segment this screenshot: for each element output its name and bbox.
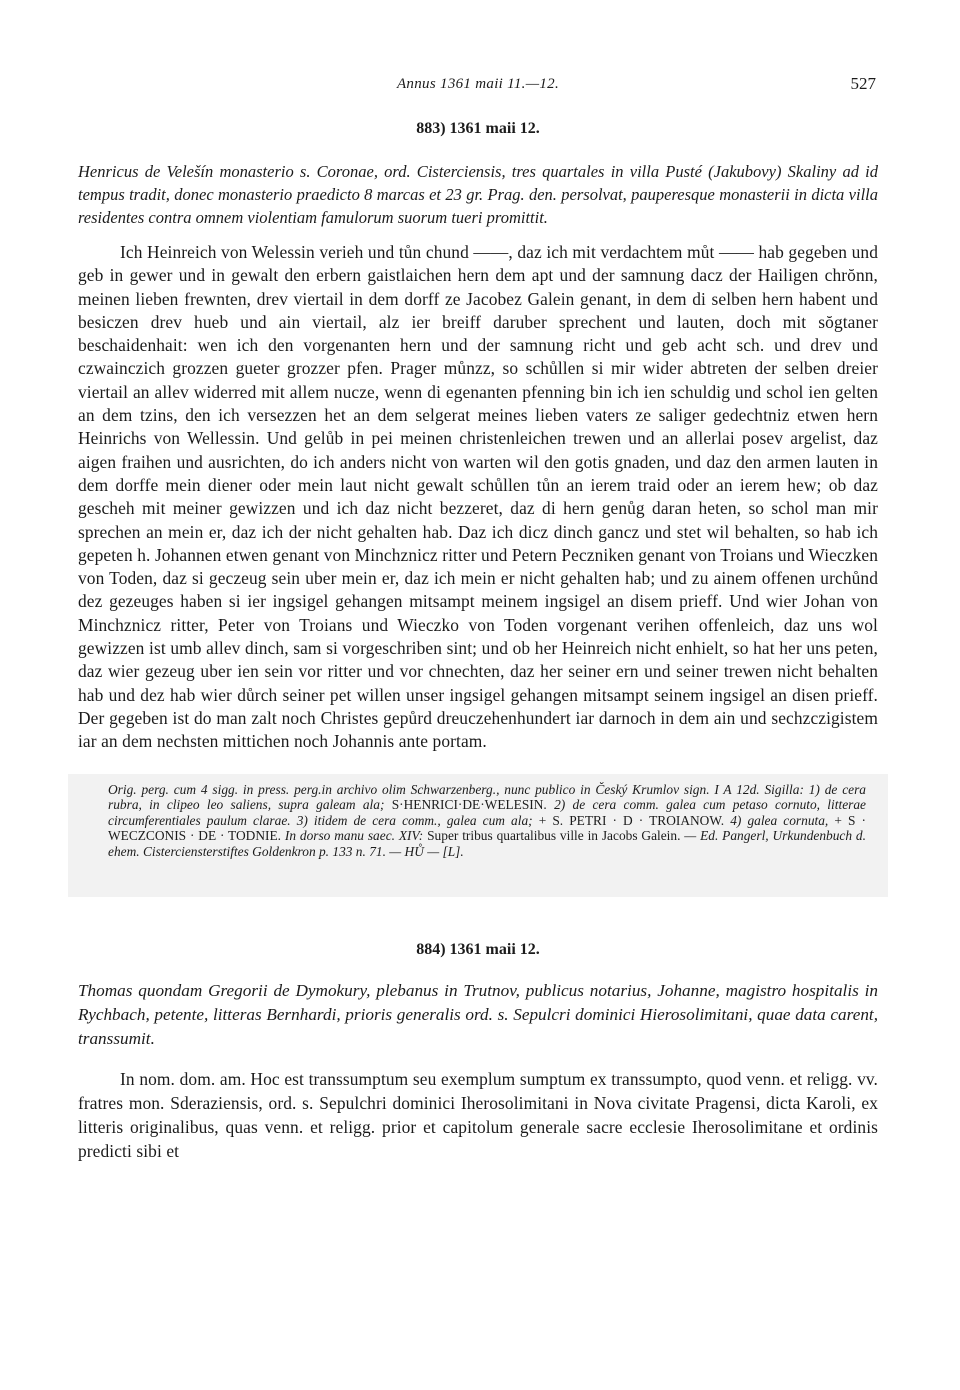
apparatus-segment: Schwarzenberg. [410,781,497,797]
apparatus-segment: In dorso manu saec. XIV: [281,828,428,844]
apparatus-segment: + S · WECZCONIS · DE · TODNIE. [108,812,866,844]
apparatus-segment: 4) galea cornuta, [724,812,835,828]
document-883-heading: 883) 1361 maii 12. [416,120,540,137]
document-883-text: Ich Heinreich von Welessin verieh und tůn chund ——, daz ich mit verdachtem můt —— hab gegeben und geb in gewer und in gewalt den erbern gaistlaichen hern dem apt und der samnung dacz der Hailigen chrŏnn, meinen lieben frewnten, drev viertail in dem dorff ze Jacobez Galein genant, in dem di selben hern habent und besiczen drev hueb und ain viertail, alz ier breiff daruber sprechent und lauten, doch mit sŏgtaner beschaidenhait: wen ich den vorgenanten hern und der samnung richt und geb acht sch. und drev und czwainczich grozzen gueter grozzer pfen. Prager můnzz, so schůllen si mir wider abtreten der selben dreier viertail an allev widerred mit allem nucze, wenn di egenanten pfenning bin ich ien schuldig und schol ien gelten an dem tzins, den ich versezzen het an dem selgerat meines lieben vaters ze saliger gedechtniz etwen hern Heinrichs von Wellessin. Und gelůb in pei meinen christenleichen trewen und an allerlai posev argelist, daz aigen fraihen und ausrichten, do ich anders nicht von warten wil den gotis gnaden, und daz den armen lauten in dem dorffe mein diener oder mein laut nicht gewalt schůllen tůn an ierem traid oder an ierem hew; ob daz gescheh mit meiner gewizzen und ich daz nicht bezzeret, daz di hern genůg daran heten, so schol man mir sprechen an mein er, daz ich der nicht gehalten hab. Daz ich dicz dinch gancz und stet wil behalten, so hab ich gepeten h. Johannen etwen genant von Minchznicz ritter und Petern Peczniken genant von Troians und Wieczken von Toden, daz si geczeug sein uber mein er, daz ich mein er nicht gehalten hab; und zu ainem offenen urchůnd dez gezeuges haben si ier ingsigel gehangen mitsampt meinem ingsigel an disem prieff. Und wier Johan von Minchznicz ritter, Peter von Troians und Wieczko von Toden vorgenant verihen offenleich, daz uns wol gewizzen ist umb allev dinch, sam si vorgeschriben sint; und ob her Heinreich nicht enhielt, so hat her uns peten, daz wier gezeug uber ien sein vor ritter und vor chnechten, daz her seiner ern und seiner trewen nicht behalten hab und dez hab wier důrch seiner pet willen unser ingsigel gehangen mitsampt seinem ingsigel an disen prieff. Der gegeben ist do man zalt noch Christes gepůrd dreuczehenhundert iar darnoch in dem ain und sechzczigistem iar an dem nechsten mittichen noch Johannis ante portam. [78,242,878,752]
apparatus-segment: — Ed. Pangerl, Urkundenbuch d. ehem. Cisterciensterstiftes Goldenkron p. 133 n. 71. — HŮ — [L]. [108,828,866,859]
document-883-apparatus [68,774,888,898]
document-883-regest: Henricus de Velešín monasterio s. Coronae, ord. Cisterciensis, tres quartales in villa Pusté (Jakubovy) Skaliny ad id tempus tradit, donec monasterio praedicto 8 marcas et 23 gr. Prag. den. persolvat, pauperesque monasterii in dicta villa residentes contra omnem violentiam famulorum suorum tueri promittit. [78,162,878,227]
apparatus-segment: S·HENRICI·DE·WELESIN. [391,797,547,813]
document-884-regest: Thomas quondam Gregorii de Dymokury, plebanus in Trutnov, publicus notarius, Johanne, magistro hospitalis in Rychbach, petente, litteras Bernhardi, prioris generalis ord. s. Sepulcri dominici Hierosolimitani, quae data carent, transsumit. [78,981,878,1049]
running-title: Annus 1361 maii 11.—12. [396,76,560,92]
running-header [78,70,878,96]
apparatus-segment: Super tribus quartalibus ville in Jacobs Galein. [427,828,681,844]
document-884-text: In nom. dom. am. Hoc est transsumptum seu exemplum sumptum ex transsumpto, quod venn. et religg. vv. fratres mon. Sderaziensis, ord. s. Sepulchri dominici Iherosolimitani in Nova civitate Pragensi, dicta Karoli, ex litteris originalibus, quas venn. et religg. prior et capitolum generale sacre ecclesie Iherosolimitane et ordinis predicti sibi et [78,1069,878,1162]
apparatus-segment: + S. PETRI · D · TROIANOW. [538,812,725,828]
apparatus-segment: 2) de cera comm. galea cum petaso cornuto, litterae circumferentiales paulum clarae. 3) itidem de cera comm., galea cum ala; [108,797,866,828]
document-page [78,70,878,1163]
document-884-heading: 884) 1361 maii 12. [416,941,540,959]
apparatus-segment: Orig. perg. cum 4 sigg. in press. perg.in archivo olim [108,781,411,797]
apparatus-segment: , nunc publico in Český Krumlov sign. I A 12d. Sigilla: 1) de cera rubra, in clipeo leo saliens, supra galeam ala; [108,781,866,813]
page-number: 527 [850,74,876,93]
